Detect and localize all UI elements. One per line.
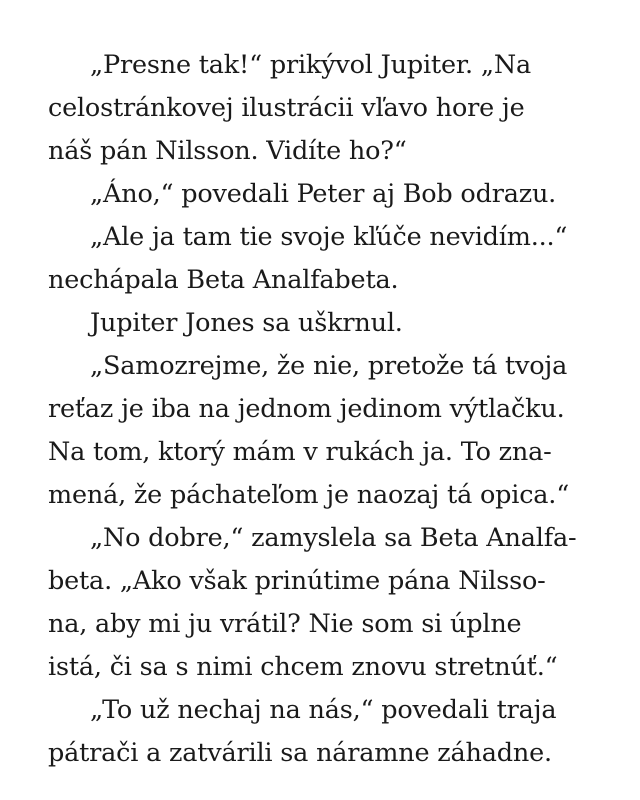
text-line: pátrači a zatvárili sa náramne záhadne. <box>48 738 552 768</box>
text-line: „Samozrejme, že nie, pretože tá tvoja <box>90 351 568 381</box>
text-line: beta. „Ako však prinútime pána Nilsso- <box>48 566 546 596</box>
text-line: „Presne tak!“ prikývol Jupiter. „Na <box>90 50 531 80</box>
text-line: „Áno,“ povedali Peter aj Bob odrazu. <box>90 179 557 209</box>
text-line: Na tom, ktorý mám v rukách ja. To zna- <box>48 437 552 467</box>
text-line: „Ale ja tam tie svoje kľúče nevidím...“ <box>90 222 568 252</box>
text-line: „To už nechaj na nás,“ povedali traja <box>90 695 557 725</box>
text-line: náš pán Nilsson. Vidíte ho?“ <box>48 136 407 166</box>
text-line: reťaz je iba na jednom jedinom výtlačku. <box>48 394 565 424</box>
text-line: Jupiter Jones sa uškrnul. <box>90 308 403 338</box>
text-line: nechápala Beta Analfabeta. <box>48 265 399 295</box>
text-line: „No dobre,“ zamyslela sa Beta Analfa- <box>90 523 577 553</box>
text-line: celostránkovej ilustrácii vľavo hore je <box>48 93 525 123</box>
text-line: na, aby mi ju vrátil? Nie som si úplne <box>48 609 522 639</box>
text-line: istá, či sa s nimi chcem znovu stretnúť.“ <box>48 652 558 682</box>
text-line: mená, že páchateľom je naozaj tá opica.“ <box>48 480 570 510</box>
